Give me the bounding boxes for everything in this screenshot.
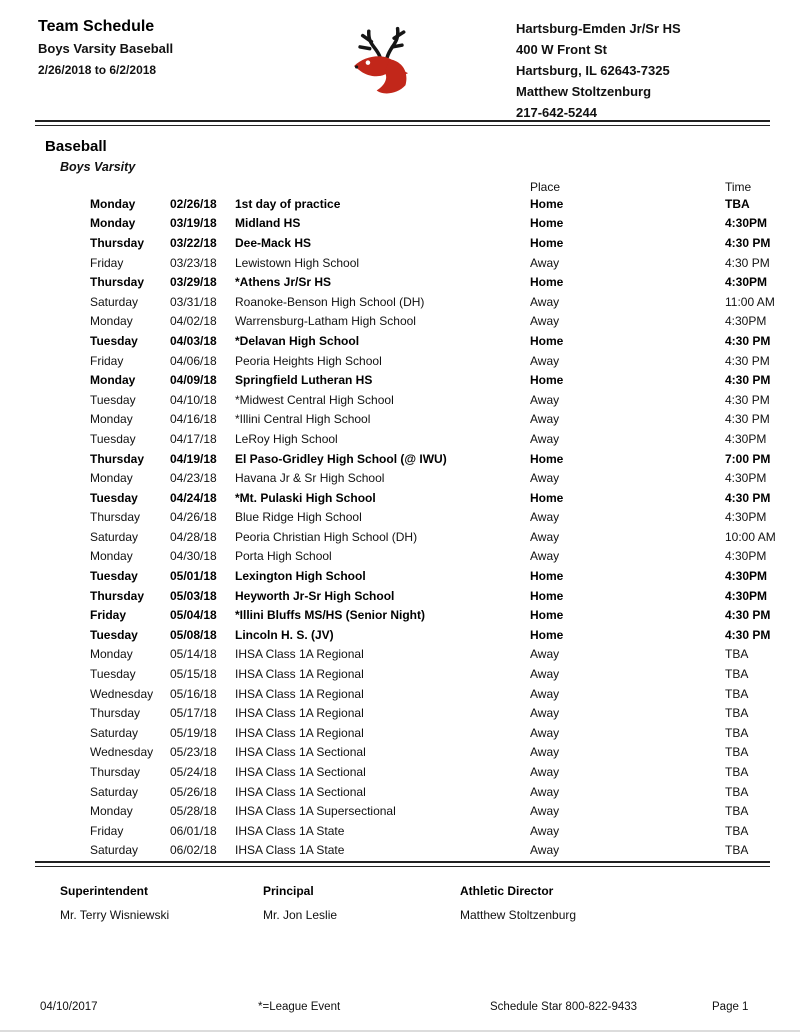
row-opponent: *Illini Bluffs MS/HS (Senior Night) <box>235 608 425 623</box>
row-place: Away <box>530 255 560 270</box>
row-date: 03/23/18 <box>170 255 217 270</box>
row-day: Tuesday <box>90 569 138 584</box>
row-date: 04/02/18 <box>170 314 217 329</box>
schedule-row <box>0 703 800 723</box>
staff-name: Mr. Jon Leslie <box>263 908 338 922</box>
row-time: 4:30 PM <box>725 608 771 623</box>
row-opponent: 1st day of practice <box>235 196 341 211</box>
school-city-state-zip: Hartsburg, IL 62643-7325 <box>516 63 670 78</box>
row-date: 04/26/18 <box>170 510 217 525</box>
row-day: Friday <box>90 255 124 270</box>
document-title: Team Schedule <box>38 18 155 35</box>
row-place: Away <box>530 431 560 446</box>
schedule-row <box>0 429 800 449</box>
row-opponent: Lewistown High School <box>235 255 360 270</box>
row-date: 05/15/18 <box>170 667 217 682</box>
schedule-row <box>0 527 800 547</box>
page-header <box>38 18 768 123</box>
row-day: Thursday <box>90 765 141 780</box>
row-day: Thursday <box>90 588 145 603</box>
row-date: 03/29/18 <box>170 275 217 290</box>
schedule-row <box>0 370 800 390</box>
table-bottom-divider-rule <box>35 861 770 867</box>
row-place: Home <box>530 490 564 505</box>
row-opponent: *Midwest Central High School <box>235 392 394 407</box>
schedule-row <box>0 331 800 351</box>
staff-column-superintendent <box>60 884 263 922</box>
row-day: Saturday <box>90 725 139 740</box>
row-day: Friday <box>90 353 124 368</box>
place-column-header: Place <box>530 180 561 194</box>
row-day: Friday <box>90 608 127 623</box>
row-date: 05/03/18 <box>170 588 217 603</box>
row-opponent: Porta High School <box>235 549 332 564</box>
row-time: 4:30PM <box>725 569 768 584</box>
row-date: 04/30/18 <box>170 549 217 564</box>
schedule-row <box>0 664 800 684</box>
schedule-row <box>0 508 800 528</box>
row-date: 06/02/18 <box>170 843 217 858</box>
schedule-row <box>0 566 800 586</box>
row-opponent: Blue Ridge High School <box>235 510 362 525</box>
row-day: Thursday <box>90 510 141 525</box>
schedule-column-headers <box>0 180 800 194</box>
row-opponent: IHSA Class 1A Sectional <box>235 745 366 760</box>
row-place: Away <box>530 294 560 309</box>
header-right-block <box>516 18 768 123</box>
row-time: TBA <box>725 784 749 799</box>
row-time: 4:30 PM <box>725 373 771 388</box>
staff-section <box>60 884 720 922</box>
row-place: Away <box>530 686 560 701</box>
row-date: 03/22/18 <box>170 235 217 250</box>
row-opponent: Warrensburg-Latham High School <box>235 314 416 329</box>
col-spacer <box>90 180 170 194</box>
row-opponent: *Mt. Pulaski High School <box>235 490 376 505</box>
row-place: Away <box>530 392 560 407</box>
row-time: 4:30 PM <box>725 412 770 427</box>
row-date: 05/08/18 <box>170 627 217 642</box>
row-place: Home <box>530 333 564 348</box>
schedule-row <box>0 468 800 488</box>
row-time: TBA <box>725 706 749 721</box>
row-day: Monday <box>90 196 136 211</box>
row-place: Away <box>530 706 560 721</box>
row-opponent: IHSA Class 1A Regional <box>235 647 364 662</box>
row-time: 4:30 PM <box>725 333 771 348</box>
row-opponent: *Athens Jr/Sr HS <box>235 275 332 290</box>
row-time: 11:00 AM <box>725 294 775 309</box>
row-time: 4:30PM <box>725 275 768 290</box>
staff-name: Matthew Stoltzenburg <box>460 908 577 922</box>
row-opponent: IHSA Class 1A Regional <box>235 667 364 682</box>
schedule-row <box>0 762 800 782</box>
schedule-row <box>0 723 800 743</box>
row-opponent: Roanoke-Benson High School (DH) <box>235 294 425 309</box>
schedule-row <box>0 547 800 567</box>
page-bottom-edge <box>0 1030 800 1032</box>
row-day: Monday <box>90 471 133 486</box>
schedule-row <box>0 351 800 371</box>
row-date: 03/19/18 <box>170 216 217 231</box>
row-opponent: IHSA Class 1A Regional <box>235 686 364 701</box>
row-date: 04/17/18 <box>170 431 217 446</box>
row-time: TBA <box>725 686 749 701</box>
row-time: 10:00 AM <box>725 529 776 544</box>
schedule-row <box>0 605 800 625</box>
schedule-row <box>0 841 800 861</box>
row-date: 05/16/18 <box>170 686 217 701</box>
staff-title: Principal <box>263 884 314 898</box>
schedule-star-credit: Schedule Star 800-822-9433 <box>490 1001 638 1013</box>
contact-phone: 217-642-5244 <box>516 105 597 120</box>
row-place: Home <box>530 373 564 388</box>
row-date: 05/19/18 <box>170 725 217 740</box>
row-date: 05/28/18 <box>170 804 217 819</box>
team-name: Boys Varsity Baseball <box>38 41 174 56</box>
row-opponent: IHSA Class 1A Supersectional <box>235 804 396 819</box>
school-address: 400 W Front St <box>516 42 608 57</box>
row-day: Tuesday <box>90 431 136 446</box>
row-day: Monday <box>90 373 136 388</box>
row-time: 4:30PM <box>725 549 767 564</box>
col-spacer <box>235 180 530 194</box>
schedule-row <box>0 625 800 645</box>
row-opponent: El Paso-Gridley High School (@ IWU) <box>235 451 447 466</box>
schedule-row <box>0 821 800 841</box>
footer-date: 04/10/2017 <box>40 1001 98 1013</box>
row-place: Away <box>530 471 560 486</box>
schedule-row <box>0 253 800 273</box>
row-time: 7:00 PM <box>725 451 771 466</box>
schedule-row <box>0 390 800 410</box>
league-event-legend: *=League Event <box>258 1001 341 1013</box>
stag-head-icon <box>340 89 436 106</box>
row-place: Away <box>530 529 560 544</box>
row-place: Away <box>530 765 560 780</box>
row-day: Wednesday <box>90 686 154 701</box>
row-date: 04/19/18 <box>170 451 217 466</box>
row-date: 02/26/18 <box>170 196 217 211</box>
row-opponent: *Delavan High School <box>235 333 360 348</box>
row-opponent: IHSA Class 1A State <box>235 823 345 838</box>
row-place: Away <box>530 784 560 799</box>
row-day: Saturday <box>90 784 139 799</box>
row-time: 4:30PM <box>725 431 767 446</box>
row-time: 4:30PM <box>725 216 768 231</box>
row-place: Away <box>530 647 560 662</box>
page-footer <box>40 1001 760 1013</box>
row-date: 04/09/18 <box>170 373 217 388</box>
row-place: Away <box>530 843 560 858</box>
row-opponent: IHSA Class 1A Regional <box>235 706 364 721</box>
schedule-row <box>0 488 800 508</box>
schedule-row <box>0 312 800 332</box>
schedule-row <box>0 410 800 430</box>
row-place: Home <box>530 235 564 250</box>
row-day: Tuesday <box>90 392 136 407</box>
row-time: 4:30PM <box>725 471 767 486</box>
row-time: 4:30PM <box>725 510 767 525</box>
schedule-row <box>0 586 800 606</box>
sport-title: Baseball <box>45 138 107 155</box>
row-opponent: IHSA Class 1A Sectional <box>235 784 366 799</box>
row-time: 4:30 PM <box>725 353 770 368</box>
row-date: 04/23/18 <box>170 471 217 486</box>
row-date: 03/31/18 <box>170 294 217 309</box>
row-day: Friday <box>90 823 124 838</box>
row-time: TBA <box>725 843 749 858</box>
row-date: 04/16/18 <box>170 412 217 427</box>
row-day: Wednesday <box>90 745 154 760</box>
row-day: Thursday <box>90 706 141 721</box>
schedule-row <box>0 214 800 234</box>
row-place: Home <box>530 275 564 290</box>
row-opponent: Lexington High School <box>235 569 366 584</box>
row-day: Thursday <box>90 451 145 466</box>
staff-name: Mr. Terry Wisniewski <box>60 908 170 922</box>
header-divider-rule <box>35 120 770 126</box>
row-day: Monday <box>90 647 133 662</box>
staff-column-athletic-director <box>460 884 720 922</box>
page-number: Page 1 <box>712 1001 749 1013</box>
row-day: Monday <box>90 804 133 819</box>
row-date: 05/26/18 <box>170 784 217 799</box>
time-column-header: Time <box>725 180 752 194</box>
staff-title: Athletic Director <box>460 884 554 898</box>
row-date: 05/24/18 <box>170 765 217 780</box>
row-time: TBA <box>725 804 749 819</box>
schedule-row <box>0 233 800 253</box>
row-opponent: Heyworth Jr-Sr High School <box>235 588 395 603</box>
row-opponent: Springfield Lutheran HS <box>235 373 373 388</box>
row-time: 4:30PM <box>725 314 767 329</box>
schedule-row <box>0 272 800 292</box>
row-time: TBA <box>725 647 749 662</box>
row-opponent: Peoria Christian High School (DH) <box>235 529 418 544</box>
schedule-row <box>0 743 800 763</box>
row-day: Saturday <box>90 294 139 309</box>
schedule-row <box>0 684 800 704</box>
row-opponent: Lincoln H. S. (JV) <box>235 627 334 642</box>
row-time: TBA <box>725 667 749 682</box>
row-time: TBA <box>725 725 749 740</box>
row-day: Monday <box>90 314 133 329</box>
row-date: 05/01/18 <box>170 569 217 584</box>
row-place: Home <box>530 588 564 603</box>
contact-name: Matthew Stoltzenburg <box>516 84 652 99</box>
row-place: Away <box>530 823 560 838</box>
row-place: Away <box>530 412 560 427</box>
schedule-row <box>0 645 800 665</box>
row-day: Thursday <box>90 235 145 250</box>
row-place: Away <box>530 314 560 329</box>
row-opponent: IHSA Class 1A State <box>235 843 345 858</box>
row-day: Thursday <box>90 275 145 290</box>
row-day: Monday <box>90 216 136 231</box>
row-time: 4:30 PM <box>725 235 771 250</box>
row-date: 05/23/18 <box>170 745 217 760</box>
row-time: TBA <box>725 745 749 760</box>
row-date: 04/06/18 <box>170 353 217 368</box>
col-spacer <box>170 180 235 194</box>
row-time: 4:30PM <box>725 588 768 603</box>
row-date: 06/01/18 <box>170 823 217 838</box>
row-place: Away <box>530 549 560 564</box>
row-time: 4:30 PM <box>725 392 770 407</box>
header-left-block <box>38 18 278 123</box>
row-place: Away <box>530 725 560 740</box>
row-time: 4:30 PM <box>725 490 771 505</box>
row-place: Away <box>530 745 560 760</box>
row-opponent: Midland HS <box>235 216 301 231</box>
level-title: Boys Varsity <box>60 160 136 174</box>
schedule-row <box>0 449 800 469</box>
row-place: Home <box>530 216 564 231</box>
row-time: TBA <box>725 196 750 211</box>
row-time: 4:30 PM <box>725 627 771 642</box>
row-place: Away <box>530 353 560 368</box>
staff-title: Superintendent <box>60 884 149 898</box>
row-opponent: Peoria Heights High School <box>235 353 382 368</box>
row-opponent: *Illini Central High School <box>235 412 371 427</box>
row-place: Away <box>530 667 560 682</box>
row-opponent: Havana Jr & Sr High School <box>235 471 385 486</box>
row-day: Tuesday <box>90 627 138 642</box>
row-place: Home <box>530 569 564 584</box>
row-time: TBA <box>725 823 749 838</box>
schedule-rows <box>0 194 800 860</box>
row-opponent: IHSA Class 1A Sectional <box>235 765 366 780</box>
row-day: Monday <box>90 549 133 564</box>
row-place: Home <box>530 608 564 623</box>
row-date: 05/17/18 <box>170 706 217 721</box>
row-opponent: LeRoy High School <box>235 431 338 446</box>
row-day: Tuesday <box>90 333 138 348</box>
schedule-row <box>0 782 800 802</box>
school-logo <box>308 18 468 123</box>
school-name: Hartsburg-Emden Jr/Sr HS <box>516 21 681 36</box>
schedule-row <box>0 292 800 312</box>
row-day: Monday <box>90 412 133 427</box>
schedule-row <box>0 801 800 821</box>
row-opponent: IHSA Class 1A Regional <box>235 725 364 740</box>
row-place: Home <box>530 451 564 466</box>
row-opponent: Dee-Mack HS <box>235 235 312 250</box>
row-place: Away <box>530 510 560 525</box>
row-date: 04/03/18 <box>170 333 217 348</box>
staff-column-principal <box>263 884 460 922</box>
row-day: Saturday <box>90 529 139 544</box>
row-day: Saturday <box>90 843 139 858</box>
row-date: 04/24/18 <box>170 490 217 505</box>
row-place: Away <box>530 804 560 819</box>
row-date: 04/10/18 <box>170 392 217 407</box>
schedule-row <box>0 194 800 214</box>
row-place: Home <box>530 627 564 642</box>
row-date: 04/28/18 <box>170 529 217 544</box>
row-time: TBA <box>725 765 749 780</box>
row-day: Tuesday <box>90 667 136 682</box>
row-day: Tuesday <box>90 490 138 505</box>
season-date-range: 2/26/2018 to 6/2/2018 <box>38 63 157 77</box>
row-date: 05/14/18 <box>170 647 217 662</box>
row-time: 4:30 PM <box>725 255 770 270</box>
row-date: 05/04/18 <box>170 608 217 623</box>
row-place: Home <box>530 196 564 211</box>
